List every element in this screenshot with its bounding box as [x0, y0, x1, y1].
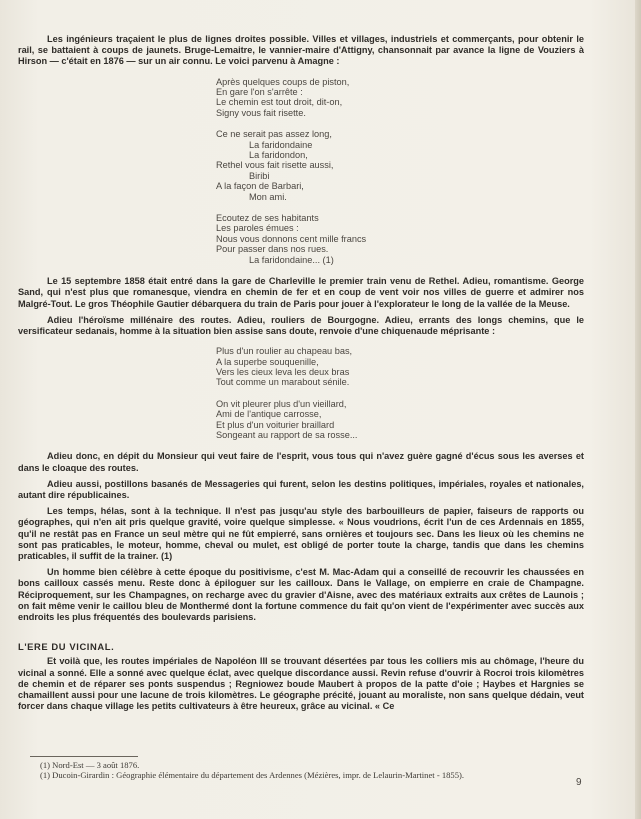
- poem-line: On vit pleurer plus d'un vieillard,: [216, 398, 347, 409]
- poem-line: Pour passer dans nos rues.: [216, 244, 329, 255]
- poem-line: Plus d'un roulier au chapeau bas,: [216, 346, 353, 357]
- poem-line: Les paroles émues :: [216, 223, 299, 234]
- poem2-stanza: [216, 399, 584, 441]
- poem1-stanza: [216, 129, 584, 202]
- poem-line: Rethel vous fait risette aussi,: [216, 160, 334, 171]
- paragraph-adieu-donc: Adieu donc, en dépit du Monsieur qui veut faire de l'esprit, vous tous qui n'avez guère gagné d'écus sous les averses et dans le cloaque des routes.: [18, 451, 584, 473]
- poem-line: Ce ne serait pas assez long,: [216, 129, 332, 140]
- footnote-1: (1) Nord-Est — 3 août 1876.: [40, 760, 140, 770]
- poem-line: Vers les cieux leva les deux bras: [216, 366, 350, 377]
- poem-line: La faridondaine... (1): [249, 254, 334, 265]
- paragraph-heroisme: Adieu l'héroïsme millénaire des routes. Adieu, rouliers de Bourgogne. Adieu, errants des longs chemins, que le versificateur sedanais, homme à la situation bien assise sans doute, renvoie d'une chiquenaude méprisante :: [18, 314, 584, 336]
- paragraph-charleville: Le 15 septembre 1858 était entré dans la gare de Charleville le premier train venu de Rethel. Adieu, romantisme. George Sand, qui n'est plus que romanesque, viendra en chemin de fer et en coup de vent voir nos villes de guerre et admirer nos Malgré-Tout. Le gros Théophile Gautier débarquera du train de Paris pour jouer à l'explorateur le long de la vallée de la Meuse.: [18, 276, 584, 309]
- poem1-stanza: [216, 213, 584, 265]
- poem-line: A la superbe souquenille,: [216, 356, 319, 367]
- footnote-rule: [30, 756, 138, 757]
- paragraph-ingenieurs: Les ingénieurs traçaient le plus de lignes droites possible. Villes et villages, industriels et commerçants, pour obtenir le rail, se battaient à coups de jaunets. Bruge-Lemaitre, le vannier-maire d'Attigny, chansonnait par avance la ligne de Vouziers à Hirson — c'était en 1876 — sur un air connu. Le voici parvenu à Amagne :: [18, 34, 584, 67]
- paragraph-postillons: Adieu aussi, postillons basanés de Messageries qui furent, selon les destins politiques, impériales, royales et nationales, autant dire républicaines.: [18, 478, 584, 500]
- poem-line: Le chemin est tout droit, dit-on,: [216, 97, 343, 108]
- poem-line: Nous vous donnons cent mille francs: [216, 233, 367, 244]
- footnote-2: (1) Ducoin-Girardin : Géographie élémentaire du département des Ardennes (Mézières, impr. de Lelaurin-Martinet - 1855).: [40, 769, 465, 780]
- poem-line: Songeant au rapport de sa rosse...: [216, 429, 358, 440]
- poem-line: A la façon de Barbari,: [216, 181, 304, 192]
- poem-line: La faridondaine: [249, 139, 313, 150]
- paragraph-technique: Les temps, hélas, sont à la technique. Il n'est pas jusqu'au style des barbouilleurs de papier, faiseurs de rapports ou géographes, qui n'en ait pris quelque gravité, voire quelque simplesse. « Nous voudrions, écrit l'un de ces Ardennais en 1855, qu'il ne restât pas en France un seul mètre qui ne fût empierré, sans ornières et toujours sec. Dans les lieux où les chemins ne sont pas praticables, le moteur, homme, cheval ou mulet, est obligé de porter toute la charge, tandis que dans les chemins praticables, il suffit de la trainer. (1): [18, 506, 584, 561]
- section-title-vicinal: L'ERE DU VICINAL.: [18, 641, 115, 653]
- footnotes: [40, 761, 600, 780]
- poem-line: Mon ami.: [249, 191, 287, 202]
- page-number: 9: [576, 777, 582, 788]
- poem-line: Biribi: [249, 170, 270, 181]
- poem-line: Tout comme un marabout sénile.: [216, 377, 350, 388]
- poem-line: Ami de l'antique carrosse,: [216, 409, 322, 420]
- poem-line: Et plus d'un voiturier braillard: [216, 419, 335, 430]
- poem-line: Signy vous fait risette.: [216, 107, 306, 118]
- poem1-stanza: [216, 77, 584, 119]
- poem-line: La faridondon,: [249, 150, 308, 161]
- poem2-stanza: [216, 346, 584, 388]
- poem-line: Après quelques coups de piston,: [216, 76, 350, 87]
- page-edge: [635, 0, 641, 819]
- poem-vouziers-hirson: [216, 77, 584, 266]
- paragraph-mac-adam: Un homme bien célèbre à cette époque du positivisme, c'est M. Mac-Adam qui a conseillé de recouvrir les chaussées en bons cailloux cassés menu. Reste donc à épiloguer sur les cailloux. Dans le Vallage, on empierre en craie de Champagne. Réciproquement, sur les Champagnes, on recharge avec du gravier d'Aisne, avec des matériaux extraits aux crêtes de Launois ; on fait même venir le caillou bleu de Monthermé dont la fortune commence du fait qu'on vient de l'expérimenter avec succès aux endroits les plus fréquentés des boulevards parisiens.: [18, 567, 584, 623]
- poem-line: Ecoutez de ses habitants: [216, 213, 319, 224]
- paragraph-vicinal: Et voilà que, les routes impériales de Napoléon III se trouvant désertées par tous les colliers mis au chômage, l'heure du vicinal a sonné. Elle a sonné avec quelque éclat, avec quelque discordance aussi. Revin refuse d'ouvrir à Rocroi trois kilomètres de chemin et de réparer ses ponts suspendus ; Regniowez boude Maubert à propos de la patte d'oie ; Haybes et Hargnies se chamaillent aussi pour une lacune de trois kilomètres. Le géographe précité, jouant au moraliste, non sans quelque dédain, veut forcer dans chaque village les petits cultivateurs à être heureux, grâce au vicinal. « Ce: [18, 656, 584, 712]
- poem-line: En gare l'on s'arrête :: [216, 87, 303, 98]
- page-body: [18, 34, 584, 717]
- poem-rouliers: [216, 346, 584, 440]
